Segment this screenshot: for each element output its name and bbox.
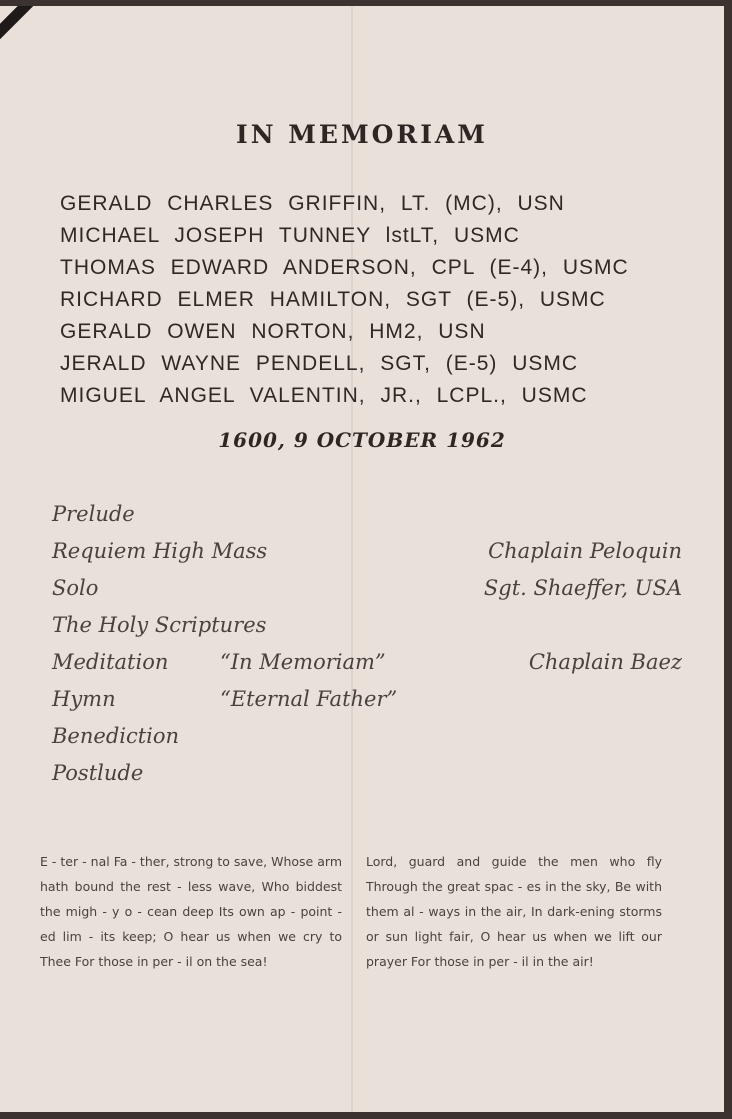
- program-item: Requiem High Mass: [52, 539, 268, 563]
- name-line: MICHAEL JOSEPH TUNNEY lstLT, USMC: [60, 224, 520, 247]
- program-piece: “Eternal Father”: [220, 687, 398, 711]
- service-date: 1600, 9 OCTOBER 1962: [218, 428, 506, 452]
- program-officiant: Chaplain Peloquin: [488, 539, 682, 563]
- program-item: Meditation: [52, 650, 169, 674]
- program-piece: “In Memoriam”: [220, 650, 386, 674]
- program-row: [52, 502, 682, 539]
- program-row: [52, 650, 682, 687]
- name-line: THOMAS EDWARD ANDERSON, CPL (E-4), USMC: [60, 256, 629, 279]
- program-row: [52, 576, 682, 613]
- program-officiant: Chaplain Baez: [528, 650, 682, 674]
- program-row: [52, 539, 682, 576]
- program-item: Solo: [52, 576, 99, 600]
- names-list: [60, 188, 700, 412]
- hymn-verse-left: E - ter - nal Fa - ther, strong to save, Whose arm hath bound the rest - less wave, Who biddest the migh - y o - cean deep Its own ap - point - ed lim - its keep; O hear us when we cry to Thee For those in per - il on the sea!: [40, 854, 342, 969]
- name-line: GERALD CHARLES GRIFFIN, LT. (MC), USN: [60, 192, 565, 215]
- program-row: [52, 687, 682, 724]
- name-line: MIGUEL ANGEL VALENTIN, JR., LCPL., USMC: [60, 384, 588, 407]
- name-line: JERALD WAYNE PENDELL, SGT, (E-5) USMC: [60, 352, 579, 375]
- program-item: Prelude: [52, 502, 135, 526]
- program-row: [52, 724, 682, 761]
- program-item: The Holy Scriptures: [52, 613, 267, 637]
- program-officiant: Sgt. Shaeffer, USA: [483, 576, 682, 600]
- program-item: Postlude: [52, 761, 144, 785]
- memorial-card: [0, 6, 724, 1112]
- program-row: [52, 613, 682, 650]
- hymn-verse-right: Lord, guard and guide the men who fly Through the great spac - es in the sky, Be with them al - ways in the air, In dark-ening storms or sun light fair, O hear us when we lift our prayer For those in per - il in the air!: [366, 854, 662, 969]
- name-line: RICHARD ELMER HAMILTON, SGT (E-5), USMC: [60, 288, 606, 311]
- mourning-band: [0, 6, 127, 75]
- name-line: GERALD OWEN NORTON, HM2, USN: [60, 320, 486, 343]
- program-item: Benediction: [52, 724, 180, 748]
- program-item: Hymn: [52, 687, 116, 711]
- program-list: [52, 502, 682, 798]
- card-title: IN MEMORIAM: [236, 120, 488, 149]
- program-row: [52, 761, 682, 798]
